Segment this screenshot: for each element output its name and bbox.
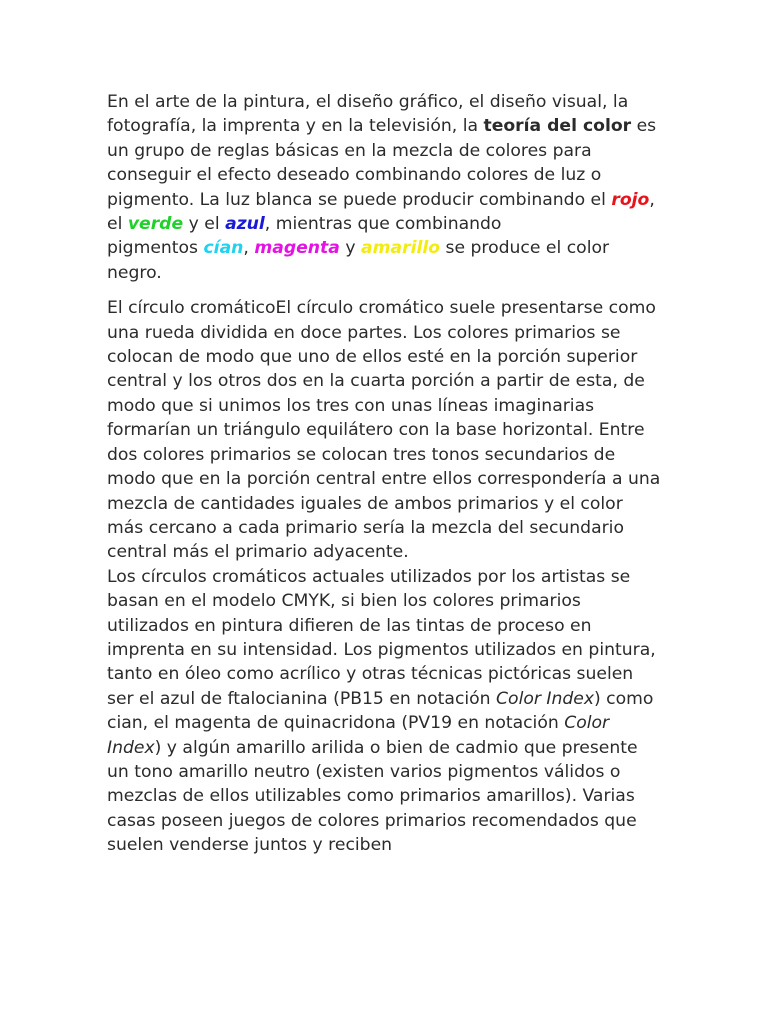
document-page [107,90,663,858]
word-azul: azul [225,214,265,235]
italic-color-index: Color Index [107,713,610,758]
text-run: Los círculos cromáticos actuales utilizados por los artistas se basan en el modelo CMYK, si bien los colores primarios utilizados en pintura difieren de las tintas de proceso en imprenta en su intensidad. Los pigmentos utilizados en pintura, tanto en óleo como acrílico y otras técnicas pictóricas suelen ser el azul de ftalocianina (PB15 en notación [107,566,656,709]
text-run: y [339,238,361,259]
text-run: ) como cian, el magenta de quinacridona (PV19 en notación [107,688,654,734]
word-cian: cían [203,238,244,259]
bold-term-color-theory: teoría del color [483,116,632,137]
paragraph-color-wheel [107,296,663,564]
word-amarillo: amarillo [360,238,441,259]
text-run: y el [183,214,226,235]
word-rojo: rojo [611,189,650,210]
italic-color-index: Color Index [496,688,595,709]
text-run: pigmentos [107,238,204,259]
text-run: En el arte de la pintura, el diseño gráfico, el diseño visual, la fotografía, la imprenta y en la televisión, la [107,92,629,137]
paragraph-color-theory [107,90,663,285]
paragraph-modern-wheels [107,565,663,858]
text-run: es un grupo de reglas básicas en la mezcla de colores para conseguir el efecto deseado combinando colores de luz o pigmento. La luz blanca se puede producir combinando el [107,116,657,210]
text-run: El círculo cromáticoEl círculo cromático suele presentarse como una rueda dividida en doce partes. Los colores primarios se colocan de modo que uno de ellos esté en la porción superior central y los otros dos en la cuarta porción a partir de esta, de modo que si unimos los tres con unas líneas imaginarias formarían un triángulo equilátero con la base horizontal. Entre dos colores primarios se colocan tres tonos secundarios de modo que en la porción central entre ellos correspondería a una mezcla de cantidades iguales de ambos primarios y el color más cercano a cada primario sería la mezcla del secundario central más el primario adyacente. [107,298,661,563]
text-run: , el [107,189,655,235]
word-verde: verde [127,214,184,235]
text-run: , mientras que combinando [264,214,502,235]
text-run: ) y algún amarillo arilida o bien de cadmio que presente un tono amarillo neutro (existen varios pigmentos válidos o mezclas de ellos utilizables como primarios amarillos). Varias casas poseen juegos de colores primarios recomendados que suelen venderse juntos y reciben [107,737,638,856]
word-magenta: magenta [254,238,340,259]
text-run: se produce el color negro. [107,238,610,283]
text-run: , [243,238,255,259]
